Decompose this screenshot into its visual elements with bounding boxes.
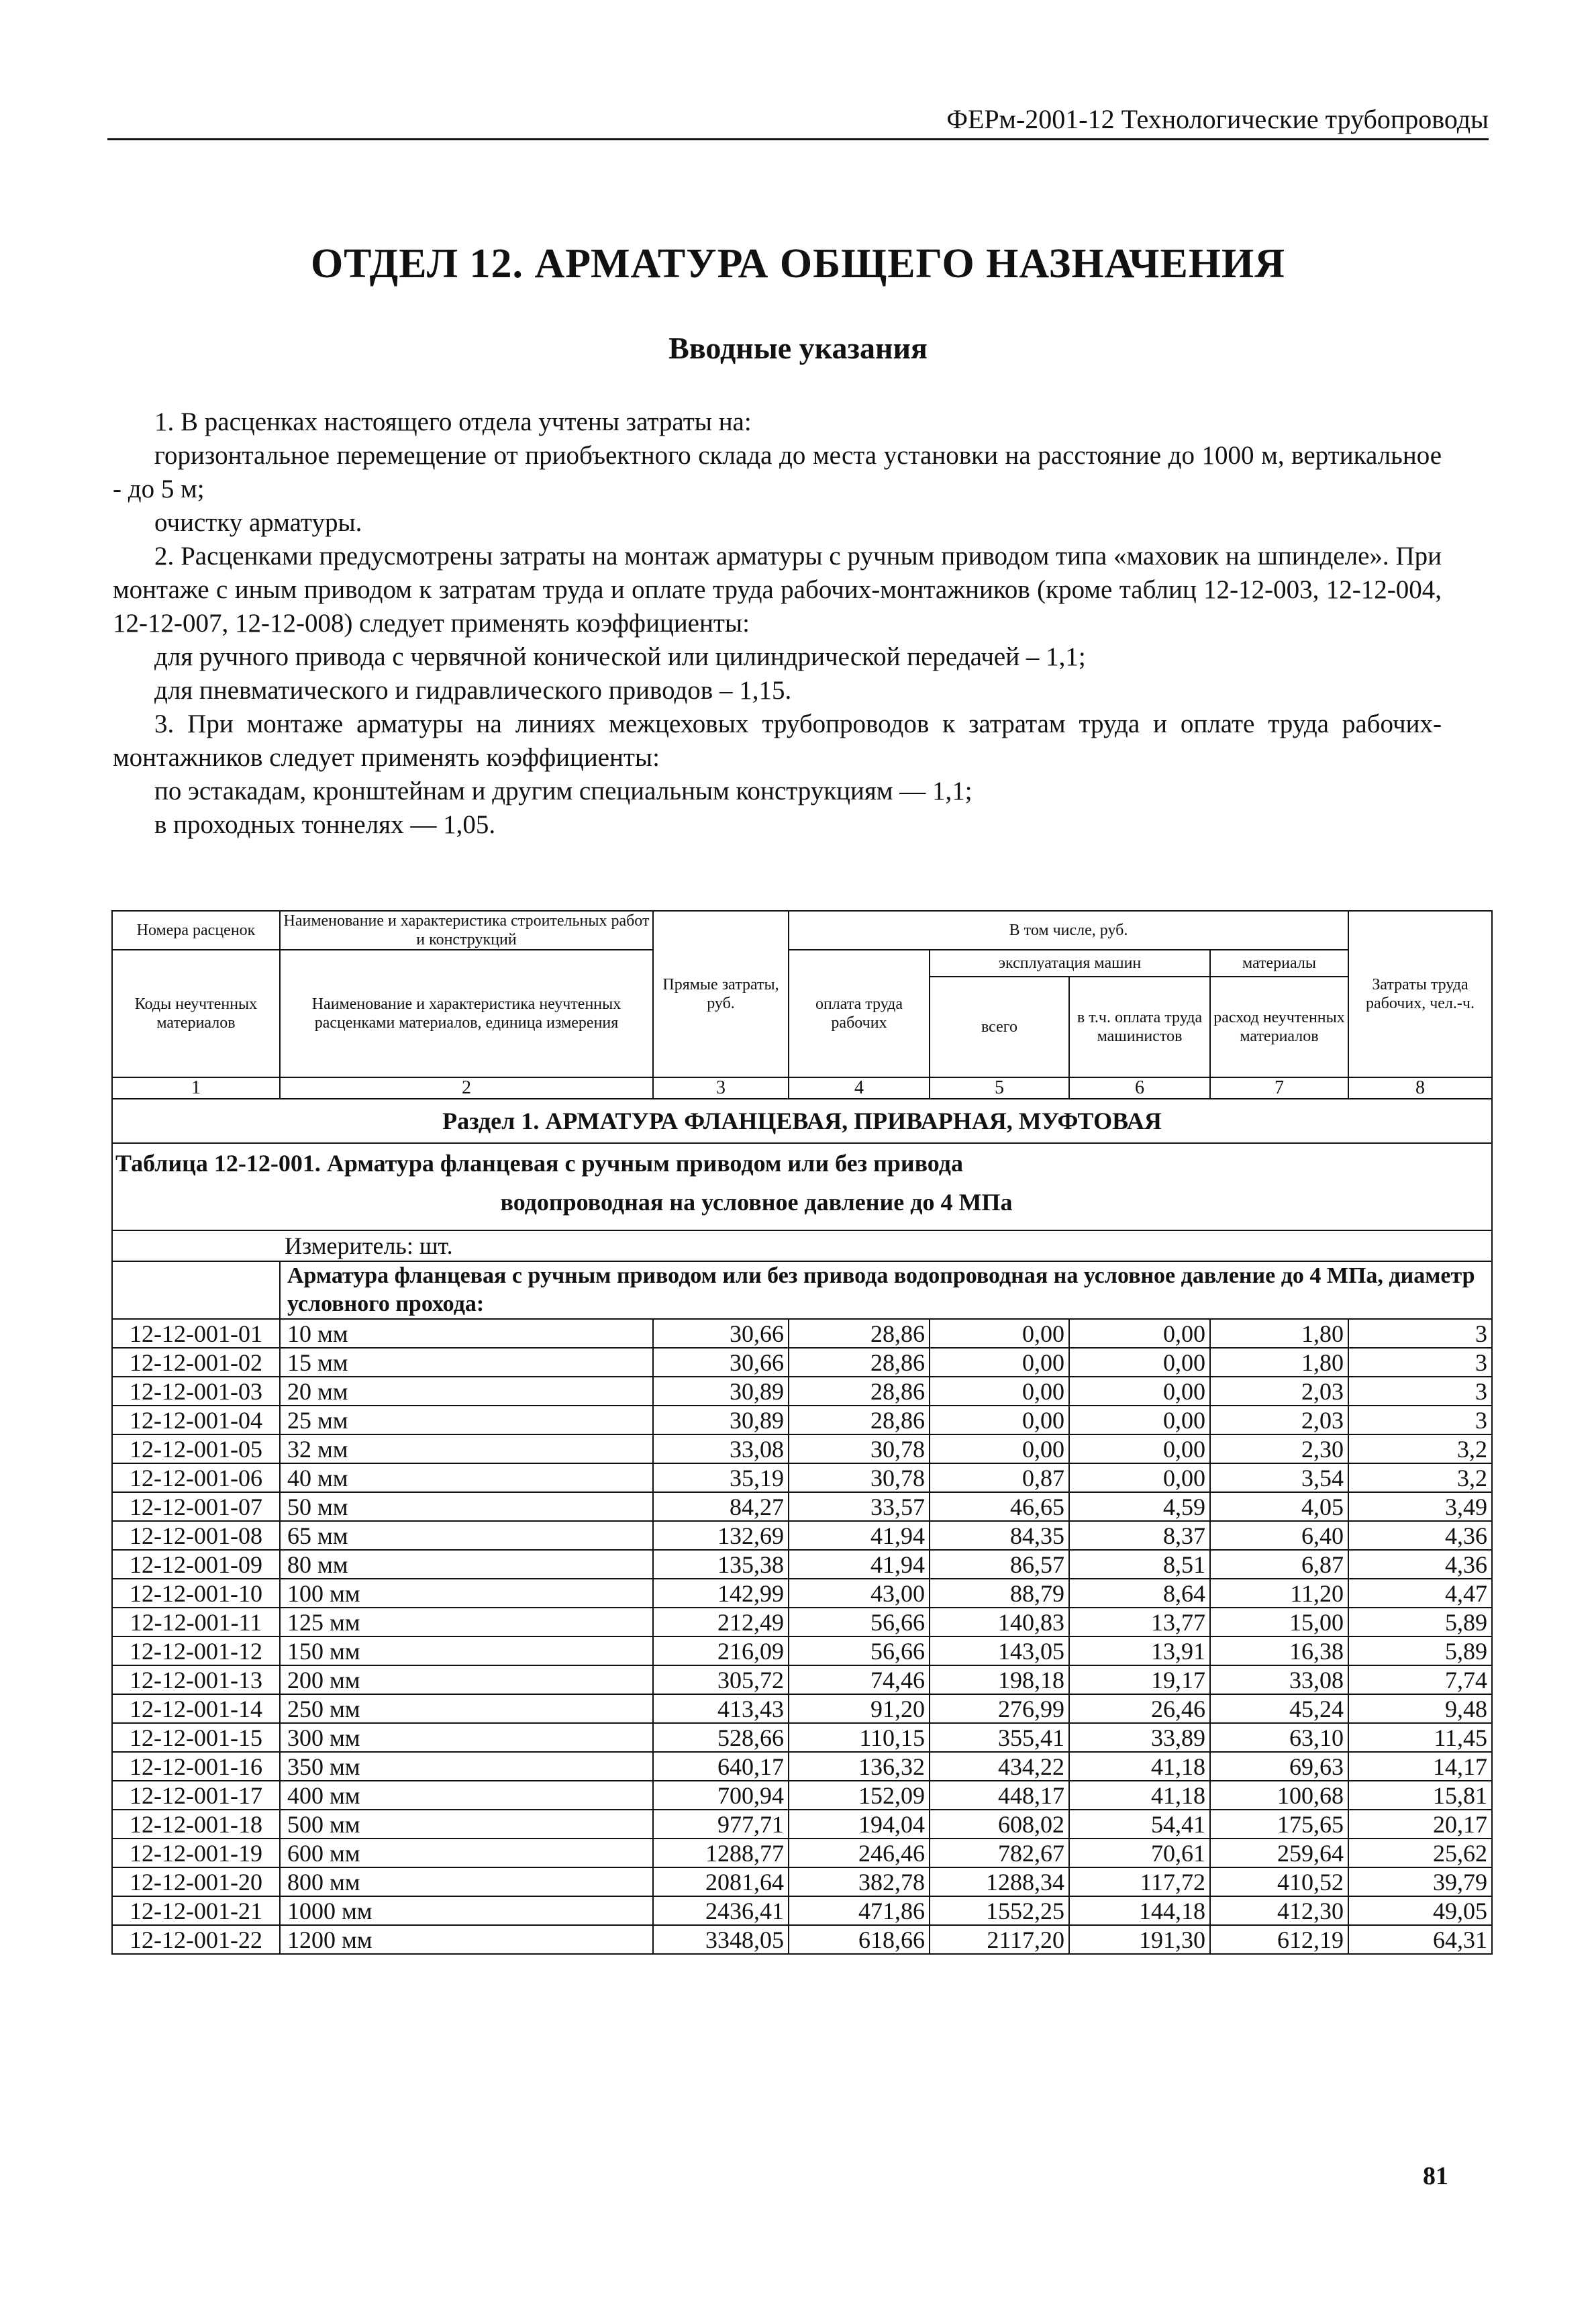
- rate-code-cell: 12-12-001-18: [112, 1810, 280, 1839]
- rate-code-cell: 12-12-001-01: [112, 1319, 280, 1348]
- table-row: [112, 1896, 1492, 1925]
- machines-total-cell: 84,35: [930, 1521, 1069, 1550]
- machinists-pay-cell: 8,51: [1069, 1550, 1210, 1579]
- direct-cost-cell: 212,49: [653, 1608, 789, 1636]
- machines-total-cell: 1288,34: [930, 1867, 1069, 1896]
- work-name-cell: 10 мм: [280, 1319, 653, 1348]
- rate-code-cell: 12-12-001-03: [112, 1377, 280, 1406]
- materials-cost-cell: 1,80: [1210, 1319, 1348, 1348]
- table-row: [112, 1636, 1492, 1665]
- rate-code-cell: 12-12-001-19: [112, 1839, 280, 1867]
- header-machines-total: всего: [930, 977, 1069, 1077]
- column-number: 8: [1348, 1077, 1492, 1099]
- table-row: [112, 1810, 1492, 1839]
- work-name-cell: 15 мм: [280, 1348, 653, 1377]
- machinists-pay-cell: 33,89: [1069, 1723, 1210, 1752]
- labor-pay-cell: 382,78: [789, 1867, 930, 1896]
- labor-pay-cell: 30,78: [789, 1463, 930, 1492]
- labor-hours-cell: 3,2: [1348, 1463, 1492, 1492]
- intro-paragraph: 3. При монтаже арматуры на линиях межцеховых трубопроводов к затратам труда и оплате труда рабочих-монтажников следует применять коэффициенты:: [113, 709, 1442, 772]
- table-title-line-2: водопроводная на условное давление до 4 МПа: [500, 1189, 1013, 1216]
- materials-cost-cell: 2,03: [1210, 1377, 1348, 1406]
- rate-code-cell: 12-12-001-20: [112, 1867, 280, 1896]
- labor-pay-cell: 43,00: [789, 1579, 930, 1608]
- machines-total-cell: 1552,25: [930, 1896, 1069, 1925]
- table-row: [112, 1781, 1492, 1810]
- header-direct-costs: Прямые затраты, руб.: [653, 911, 789, 1077]
- machinists-pay-cell: 8,64: [1069, 1579, 1210, 1608]
- table-rows: [112, 1319, 1492, 1954]
- labor-hours-cell: 4,47: [1348, 1579, 1492, 1608]
- labor-hours-cell: 64,31: [1348, 1925, 1492, 1954]
- table-title-line-1: Таблица 12-12-001. Арматура фланцевая с ручным приводом или без привода: [115, 1150, 963, 1177]
- labor-hours-cell: 5,89: [1348, 1608, 1492, 1636]
- machinists-pay-cell: 70,61: [1069, 1839, 1210, 1867]
- materials-cost-cell: 11,20: [1210, 1579, 1348, 1608]
- machines-total-cell: 0,00: [930, 1406, 1069, 1434]
- direct-cost-cell: 1288,77: [653, 1839, 789, 1867]
- machines-total-cell: 0,87: [930, 1463, 1069, 1492]
- table-row: [112, 1867, 1492, 1896]
- direct-cost-cell: 2436,41: [653, 1896, 789, 1925]
- group-empty-cell: [112, 1261, 280, 1319]
- table-row: [112, 1608, 1492, 1636]
- intro-paragraph: 2. Расценками предусмотрены затраты на монтаж арматуры с ручным приводом типа «маховик на шпинделе». При монтаже с иным приводом к затратам труда и оплате труда рабочих-монтажников (кроме таблиц 12-12-003, 12-12-004, 12-12-007, 12-12-008) следует применять коэффициенты:: [113, 542, 1442, 638]
- machines-total-cell: 88,79: [930, 1579, 1069, 1608]
- machines-total-cell: 143,05: [930, 1636, 1069, 1665]
- column-number: 7: [1210, 1077, 1348, 1099]
- rates-table: [111, 910, 1493, 1955]
- materials-cost-cell: 2,30: [1210, 1434, 1348, 1463]
- labor-pay-cell: 194,04: [789, 1810, 930, 1839]
- intro-text: [113, 405, 1442, 842]
- labor-pay-cell: 74,46: [789, 1665, 930, 1694]
- work-name-cell: 125 мм: [280, 1608, 653, 1636]
- labor-hours-cell: 11,45: [1348, 1723, 1492, 1752]
- direct-cost-cell: 30,66: [653, 1348, 789, 1377]
- direct-cost-cell: 977,71: [653, 1810, 789, 1839]
- rate-code-cell: 12-12-001-16: [112, 1752, 280, 1781]
- labor-pay-cell: 28,86: [789, 1348, 930, 1377]
- header-machines: эксплуатация машин: [930, 950, 1210, 977]
- materials-cost-cell: 612,19: [1210, 1925, 1348, 1954]
- labor-pay-cell: 246,46: [789, 1839, 930, 1867]
- table-row: [112, 1839, 1492, 1867]
- materials-cost-cell: 100,68: [1210, 1781, 1348, 1810]
- machines-total-cell: 0,00: [930, 1319, 1069, 1348]
- direct-cost-cell: 640,17: [653, 1752, 789, 1781]
- labor-pay-cell: 41,94: [789, 1550, 930, 1579]
- labor-hours-cell: 39,79: [1348, 1867, 1492, 1896]
- materials-cost-cell: 259,64: [1210, 1839, 1348, 1867]
- direct-cost-cell: 30,89: [653, 1377, 789, 1406]
- table-row: [112, 1752, 1492, 1781]
- materials-cost-cell: 1,80: [1210, 1348, 1348, 1377]
- materials-cost-cell: 3,54: [1210, 1463, 1348, 1492]
- rate-code-cell: 12-12-001-07: [112, 1492, 280, 1521]
- machinists-pay-cell: 0,00: [1069, 1319, 1210, 1348]
- group-row: [112, 1261, 1492, 1319]
- direct-cost-cell: 3348,05: [653, 1925, 789, 1954]
- materials-cost-cell: 6,87: [1210, 1550, 1348, 1579]
- labor-pay-cell: 152,09: [789, 1781, 930, 1810]
- machinists-pay-cell: 41,18: [1069, 1752, 1210, 1781]
- rate-code-cell: 12-12-001-06: [112, 1463, 280, 1492]
- work-name-cell: 500 мм: [280, 1810, 653, 1839]
- table-row: [112, 1521, 1492, 1550]
- measure-unit: Измеритель: шт.: [285, 1232, 453, 1259]
- labor-pay-cell: 30,78: [789, 1434, 930, 1463]
- table-row: [112, 1463, 1492, 1492]
- materials-cost-cell: 33,08: [1210, 1665, 1348, 1694]
- work-name-cell: 350 мм: [280, 1752, 653, 1781]
- table-row: [112, 1434, 1492, 1463]
- labor-hours-cell: 3,49: [1348, 1492, 1492, 1521]
- labor-pay-cell: 471,86: [789, 1896, 930, 1925]
- machines-total-cell: 0,00: [930, 1434, 1069, 1463]
- labor-hours-cell: 15,81: [1348, 1781, 1492, 1810]
- rate-code-cell: 12-12-001-05: [112, 1434, 280, 1463]
- labor-hours-cell: 3,2: [1348, 1434, 1492, 1463]
- direct-cost-cell: 142,99: [653, 1579, 789, 1608]
- rate-code-cell: 12-12-001-02: [112, 1348, 280, 1377]
- labor-pay-cell: 136,32: [789, 1752, 930, 1781]
- header-work-name: Наименование и характеристика строительных работ и конструкций: [280, 911, 653, 950]
- machinists-pay-cell: 144,18: [1069, 1896, 1210, 1925]
- labor-hours-cell: 5,89: [1348, 1636, 1492, 1665]
- machinists-pay-cell: 0,00: [1069, 1406, 1210, 1434]
- header-rates-no: Номера расценок: [112, 911, 280, 950]
- work-name-cell: 100 мм: [280, 1579, 653, 1608]
- direct-cost-cell: 84,27: [653, 1492, 789, 1521]
- rate-code-cell: 12-12-001-17: [112, 1781, 280, 1810]
- direct-cost-cell: 305,72: [653, 1665, 789, 1694]
- table-header: [112, 911, 1492, 1099]
- labor-hours-cell: 3: [1348, 1377, 1492, 1406]
- labor-hours-cell: 49,05: [1348, 1896, 1492, 1925]
- header-machinists-pay: в т.ч. оплата труда машинистов: [1069, 977, 1210, 1077]
- group-title: Арматура фланцевая с ручным приводом или без привода водопроводная на условное давление до 4 МПа, диаметр условного прохода:: [280, 1261, 1492, 1319]
- rate-code-cell: 12-12-001-15: [112, 1723, 280, 1752]
- table-row: [112, 1579, 1492, 1608]
- table-row: [112, 1492, 1492, 1521]
- machines-total-cell: 46,65: [930, 1492, 1069, 1521]
- labor-pay-cell: 91,20: [789, 1694, 930, 1723]
- machines-total-cell: 434,22: [930, 1752, 1069, 1781]
- labor-pay-cell: 618,66: [789, 1925, 930, 1954]
- machinists-pay-cell: 191,30: [1069, 1925, 1210, 1954]
- work-name-cell: 25 мм: [280, 1406, 653, 1434]
- labor-hours-cell: 25,62: [1348, 1839, 1492, 1867]
- machines-total-cell: 448,17: [930, 1781, 1069, 1810]
- rate-code-cell: 12-12-001-22: [112, 1925, 280, 1954]
- header-materials: материалы: [1210, 950, 1348, 977]
- machinists-pay-cell: 13,77: [1069, 1608, 1210, 1636]
- column-number: 4: [789, 1077, 930, 1099]
- machinists-pay-cell: 26,46: [1069, 1694, 1210, 1723]
- work-name-cell: 200 мм: [280, 1665, 653, 1694]
- header-labor-cost: Затраты труда рабочих, чел.-ч.: [1348, 911, 1492, 1077]
- intro-paragraph: 1. В расценках настоящего отдела учтены затраты на:: [154, 407, 752, 436]
- machinists-pay-cell: 0,00: [1069, 1348, 1210, 1377]
- labor-hours-cell: 4,36: [1348, 1521, 1492, 1550]
- machinists-pay-cell: 117,72: [1069, 1867, 1210, 1896]
- machines-total-cell: 2117,20: [930, 1925, 1069, 1954]
- labor-hours-cell: 20,17: [1348, 1810, 1492, 1839]
- table-row: [112, 1348, 1492, 1377]
- table-row: [112, 1694, 1492, 1723]
- table-row: [112, 1925, 1492, 1954]
- intro-paragraph: горизонтальное перемещение от приобъектного склада до места установки на расстояние до 1000 м, вертикальное - до 5 м;: [113, 441, 1442, 503]
- work-name-cell: 40 мм: [280, 1463, 653, 1492]
- machines-total-cell: 198,18: [930, 1665, 1069, 1694]
- materials-cost-cell: 4,05: [1210, 1492, 1348, 1521]
- materials-cost-cell: 69,63: [1210, 1752, 1348, 1781]
- machinists-pay-cell: 8,37: [1069, 1521, 1210, 1550]
- labor-pay-cell: 28,86: [789, 1319, 930, 1348]
- table-row: [112, 1550, 1492, 1579]
- materials-cost-cell: 410,52: [1210, 1867, 1348, 1896]
- machines-total-cell: 0,00: [930, 1348, 1069, 1377]
- work-name-cell: 1200 мм: [280, 1925, 653, 1954]
- materials-cost-cell: 2,03: [1210, 1406, 1348, 1434]
- rate-code-cell: 12-12-001-13: [112, 1665, 280, 1694]
- razdel-heading: Раздел 1. АРМАТУРА ФЛАНЦЕВАЯ, ПРИВАРНАЯ, МУФТОВАЯ: [442, 1108, 1162, 1134]
- intro-subtitle: Вводные указания: [668, 331, 928, 365]
- work-name-cell: 20 мм: [280, 1377, 653, 1406]
- labor-pay-cell: 56,66: [789, 1608, 930, 1636]
- header-material-name: Наименование и характеристика неучтенных расценками материалов, единица измерения: [280, 950, 653, 1077]
- header-including: В том числе, руб.: [789, 911, 1348, 950]
- rate-code-cell: 12-12-001-09: [112, 1550, 280, 1579]
- intro-paragraph: для ручного привода с червячной конической или цилиндрической передачей – 1,1;: [154, 642, 1086, 671]
- labor-hours-cell: 3: [1348, 1348, 1492, 1377]
- direct-cost-cell: 132,69: [653, 1521, 789, 1550]
- work-name-cell: 800 мм: [280, 1867, 653, 1896]
- machines-total-cell: 355,41: [930, 1723, 1069, 1752]
- machinists-pay-cell: 0,00: [1069, 1377, 1210, 1406]
- intro-paragraph: в проходных тоннелях — 1,05.: [154, 810, 496, 839]
- work-name-cell: 65 мм: [280, 1521, 653, 1550]
- materials-cost-cell: 175,65: [1210, 1810, 1348, 1839]
- page-number: 81: [1423, 2162, 1448, 2190]
- rate-code-cell: 12-12-001-21: [112, 1896, 280, 1925]
- labor-hours-cell: 7,74: [1348, 1665, 1492, 1694]
- direct-cost-cell: 35,19: [653, 1463, 789, 1492]
- labor-pay-cell: 110,15: [789, 1723, 930, 1752]
- table-body: [112, 1099, 1492, 1319]
- materials-cost-cell: 6,40: [1210, 1521, 1348, 1550]
- running-header: [107, 101, 1489, 140]
- machines-total-cell: 276,99: [930, 1694, 1069, 1723]
- work-name-cell: 150 мм: [280, 1636, 653, 1665]
- header-labor-pay: оплата труда рабочих: [789, 950, 930, 1077]
- machines-total-cell: 0,00: [930, 1377, 1069, 1406]
- labor-pay-cell: 33,57: [789, 1492, 930, 1521]
- labor-pay-cell: 56,66: [789, 1636, 930, 1665]
- machinists-pay-cell: 0,00: [1069, 1434, 1210, 1463]
- direct-cost-cell: 216,09: [653, 1636, 789, 1665]
- labor-pay-cell: 28,86: [789, 1406, 930, 1434]
- materials-cost-cell: 15,00: [1210, 1608, 1348, 1636]
- labor-hours-cell: 4,36: [1348, 1550, 1492, 1579]
- machinists-pay-cell: 0,00: [1069, 1463, 1210, 1492]
- rate-code-cell: 12-12-001-10: [112, 1579, 280, 1608]
- labor-hours-cell: 14,17: [1348, 1752, 1492, 1781]
- intro-paragraph: по эстакадам, кронштейнам и другим специальным конструкциям — 1,1;: [154, 777, 972, 805]
- direct-cost-cell: 33,08: [653, 1434, 789, 1463]
- table-row: [112, 1723, 1492, 1752]
- labor-hours-cell: 9,48: [1348, 1694, 1492, 1723]
- materials-cost-cell: 45,24: [1210, 1694, 1348, 1723]
- table-row: [112, 1319, 1492, 1348]
- work-name-cell: 400 мм: [280, 1781, 653, 1810]
- machines-total-cell: 608,02: [930, 1810, 1069, 1839]
- section-title: ОТДЕЛ 12. АРМАТУРА ОБЩЕГО НАЗНАЧЕНИЯ: [310, 241, 1286, 287]
- rate-code-cell: 12-12-001-04: [112, 1406, 280, 1434]
- header-material-consumption: расход неучтенных материалов: [1210, 977, 1348, 1077]
- machines-total-cell: 140,83: [930, 1608, 1069, 1636]
- work-name-cell: 50 мм: [280, 1492, 653, 1521]
- machinists-pay-cell: 54,41: [1069, 1810, 1210, 1839]
- table-row: [112, 1377, 1492, 1406]
- machines-total-cell: 86,57: [930, 1550, 1069, 1579]
- materials-cost-cell: 63,10: [1210, 1723, 1348, 1752]
- materials-cost-cell: 16,38: [1210, 1636, 1348, 1665]
- machinists-pay-cell: 13,91: [1069, 1636, 1210, 1665]
- column-number: 2: [280, 1077, 653, 1099]
- rate-code-cell: 12-12-001-08: [112, 1521, 280, 1550]
- labor-pay-cell: 28,86: [789, 1377, 930, 1406]
- table-title: [112, 1143, 1492, 1230]
- work-name-cell: 1000 мм: [280, 1896, 653, 1925]
- work-name-cell: 32 мм: [280, 1434, 653, 1463]
- labor-hours-cell: 3: [1348, 1406, 1492, 1434]
- intro-paragraph: для пневматического и гидравлического приводов – 1,15.: [154, 676, 792, 705]
- running-title: ФЕРм-2001-12 Технологические трубопроводы: [946, 104, 1489, 134]
- column-number: 6: [1069, 1077, 1210, 1099]
- direct-cost-cell: 135,38: [653, 1550, 789, 1579]
- rate-code-cell: 12-12-001-12: [112, 1636, 280, 1665]
- machinists-pay-cell: 4,59: [1069, 1492, 1210, 1521]
- column-number: 1: [112, 1077, 280, 1099]
- direct-cost-cell: 700,94: [653, 1781, 789, 1810]
- direct-cost-cell: 2081,64: [653, 1867, 789, 1896]
- column-number: 5: [930, 1077, 1069, 1099]
- work-name-cell: 300 мм: [280, 1723, 653, 1752]
- machinists-pay-cell: 41,18: [1069, 1781, 1210, 1810]
- labor-hours-cell: 3: [1348, 1319, 1492, 1348]
- direct-cost-cell: 528,66: [653, 1723, 789, 1752]
- machinists-pay-cell: 19,17: [1069, 1665, 1210, 1694]
- work-name-cell: 600 мм: [280, 1839, 653, 1867]
- intro-paragraph: очистку арматуры.: [154, 508, 362, 537]
- table-row: [112, 1665, 1492, 1694]
- direct-cost-cell: 30,66: [653, 1319, 789, 1348]
- machines-total-cell: 782,67: [930, 1839, 1069, 1867]
- direct-cost-cell: 413,43: [653, 1694, 789, 1723]
- direct-cost-cell: 30,89: [653, 1406, 789, 1434]
- rate-code-cell: 12-12-001-11: [112, 1608, 280, 1636]
- work-name-cell: 80 мм: [280, 1550, 653, 1579]
- labor-pay-cell: 41,94: [789, 1521, 930, 1550]
- work-name-cell: 250 мм: [280, 1694, 653, 1723]
- header-codes: Коды неучтенных материалов: [112, 950, 280, 1077]
- column-number: 3: [653, 1077, 789, 1099]
- rate-code-cell: 12-12-001-14: [112, 1694, 280, 1723]
- table-row: [112, 1406, 1492, 1434]
- materials-cost-cell: 412,30: [1210, 1896, 1348, 1925]
